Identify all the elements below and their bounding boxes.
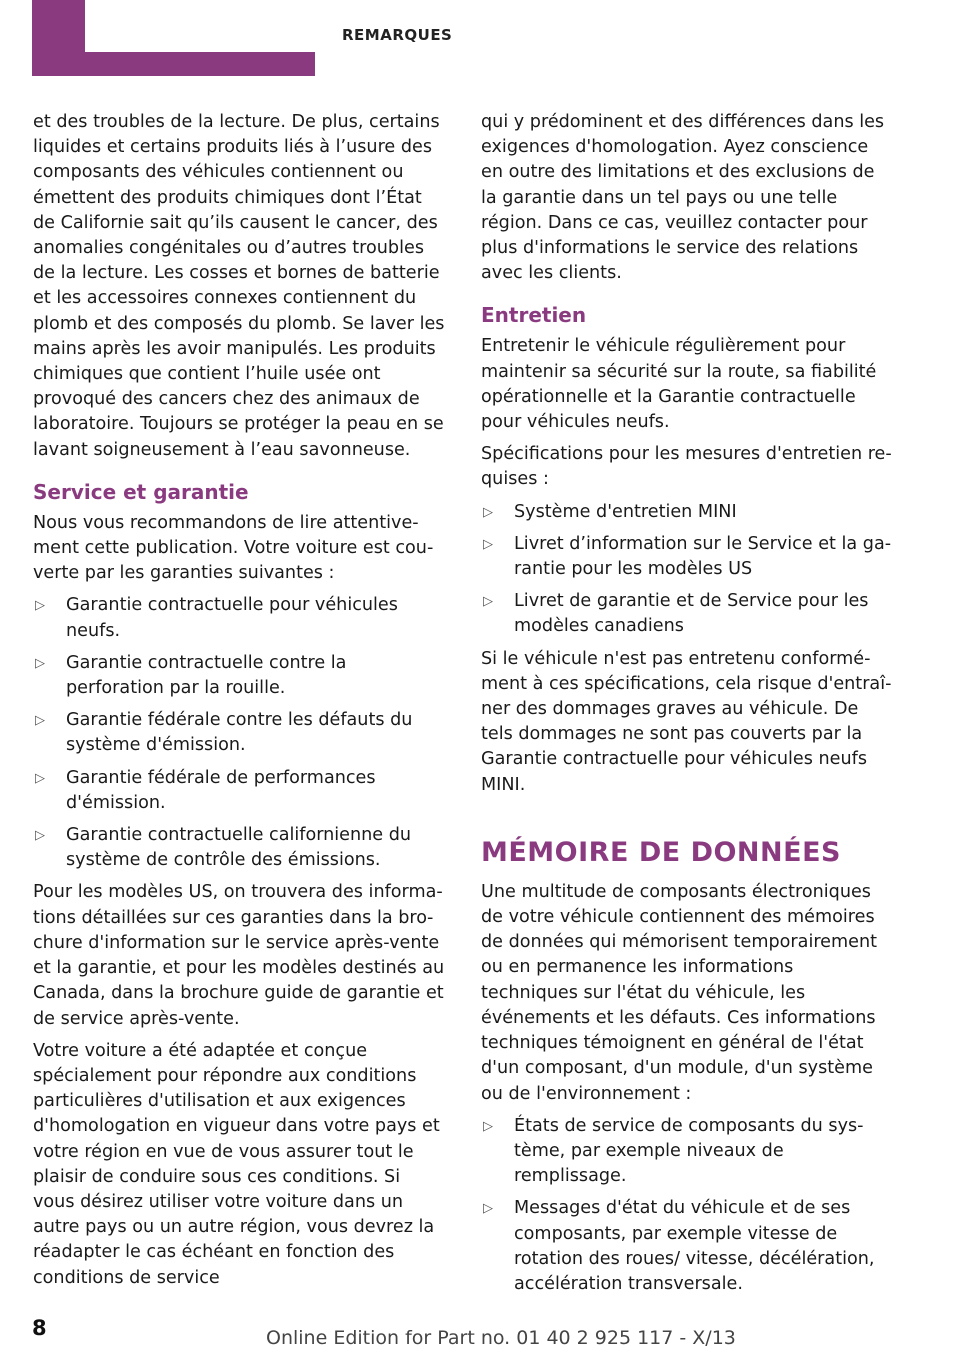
maintenance-heading: Entretien xyxy=(481,303,587,328)
triangle-bullet-icon: ▷ xyxy=(483,504,493,520)
triangle-bullet-icon: ▷ xyxy=(483,1201,493,1217)
intro-paragraph: et des troubles de la lecture. De plus, certains liquides et certains produits liés à l’usure des composants des véhicules contiennent ou émettent des produits chimiques dont l’État de Californie sait qu’ils causent le cancer, des anomalies congénitales ou d’autres troubles de la lecture. Les cosses et bornes de batterie et les accessoires connexes contiennent du plomb et des composés du plomb. Se laver les mains après les avoir manipulés. Les produits chimiques que contient l’huile usée ont provoqué des cancers chez des animaux de laboratoire. Toujours se protéger la peau en se lavant soigneusement à l’eau savonneuse. xyxy=(33,112,445,460)
adapted-paragraph: Votre voiture a été adaptée et conçue spécialement pour répondre aux conditions particulières d'utilisation et aux exigences d'homologation en vigueur dans votre pays et votre région en vue de vous assurer tout le plaisir de conduire sous ces conditions. Si vous désirez utiliser votre voiture dans un autre pays ou un autre région, vous devrez la réadapter le cas échéant en fonction des conditions de service xyxy=(33,1040,440,1288)
list-item: ▷ Livret d’information sur le Service et la garantie pour les modèles US xyxy=(483,533,892,580)
list-item: ▷ Garantie fédérale de performances d'émission. xyxy=(35,767,376,813)
specs-list xyxy=(481,500,895,640)
service-heading: Service et garantie xyxy=(33,479,249,504)
section-label: REMARQUES xyxy=(342,26,453,44)
service-intro: Nous vous recommandons de lire attentivement cette publication. Votre voiture est couverte par les garanties suivantes : xyxy=(33,512,434,584)
chapter-tab xyxy=(32,0,315,76)
list-item: ▷ Système d'entretien MINI xyxy=(481,500,895,525)
triangle-bullet-icon: ▷ xyxy=(35,598,45,614)
list-item: ▷ Messages d'état du véhicule et de ses composants, par exemple vitesse de rotation des roues/ vitesse, décélération, accélération transversale. xyxy=(483,1198,875,1294)
triangle-bullet-icon: ▷ xyxy=(483,536,493,552)
specs-intro: Spécifications pour les mesures d'entretien requises : xyxy=(481,444,892,490)
triangle-bullet-icon: ▷ xyxy=(483,1118,493,1134)
triangle-bullet-icon: ▷ xyxy=(35,828,45,844)
triangle-bullet-icon: ▷ xyxy=(35,713,45,729)
list-item: ▷ Garantie fédérale contre les défauts du système d'émission. xyxy=(35,710,413,756)
triangle-bullet-icon: ▷ xyxy=(35,770,45,786)
not-maintained-paragraph: Si le véhicule n'est pas entretenu conformément à ces spécifications, cela risque d'entraîner des dommages graves au véhicule. De tels dommages ne sont pas couverts par la Garantie contractuelle pour véhicules neufs MINI. xyxy=(481,648,892,795)
list-item: ▷ Garantie contractuelle californienne du système de contrôle des émissions. xyxy=(35,825,412,871)
list-item: ▷ Livret de garantie et de Service pour les modèles canadiens xyxy=(483,591,869,637)
list-item: ▷ Garantie contractuelle pour véhicules neufs. xyxy=(35,595,398,641)
triangle-bullet-icon: ▷ xyxy=(483,594,493,610)
right-column xyxy=(481,110,895,1304)
memory-intro: Une multitude de composants électroniques de votre véhicule contiennent des mémoires de données qui mémorisent temporairement ou en permanence les informations techniques sur l'état du véhicule, les événements et les défauts. Ces informations techniques témoignent en général de l'état d'un composant, d'un module, d'un système ou de l'environnement : xyxy=(481,881,878,1104)
warranty-list xyxy=(33,593,445,873)
triangle-bullet-icon: ▷ xyxy=(35,655,45,671)
left-column xyxy=(33,110,445,1298)
memory-list xyxy=(481,1114,895,1297)
us-models-paragraph: Pour les modèles US, on trouvera des informations détaillées sur ces garanties dans la brochure d'information sur le service après-vente et la garantie, et pour les modèles destinés au Canada, dans la brochure guide de garantie et de service après-vente. xyxy=(33,882,445,1029)
continuation-paragraph: qui y prédominent et des différences dans les exigences d'homologation. Ayez conscience en outre des limitations et des exclusions de la garantie dans un tel pays ou une telle région. Dans ce cas, veuillez contacter pour plus d'informations le service des relations avec les clients. xyxy=(481,112,885,284)
list-item: ▷ États de service de composants du système, par exemple niveaux de remplissage. xyxy=(483,1115,864,1187)
page-number: 8 xyxy=(32,1316,47,1340)
list-item: ▷ Garantie contractuelle contre la perforation par la rouille. xyxy=(35,652,347,699)
maintenance-intro: Entretenir le véhicule régulièrement pour maintenir sa sécurité sur la route, sa fiabilité opérationnelle et la Garantie contractuelle pour véhicules neufs. xyxy=(481,336,877,433)
memory-heading: MÉMOIRE DE DONNÉES xyxy=(481,836,841,868)
chapter-tab-window xyxy=(85,0,323,52)
edition-footer: Online Edition for Part no. 01 40 2 925 117 - X/13 xyxy=(266,1327,736,1349)
